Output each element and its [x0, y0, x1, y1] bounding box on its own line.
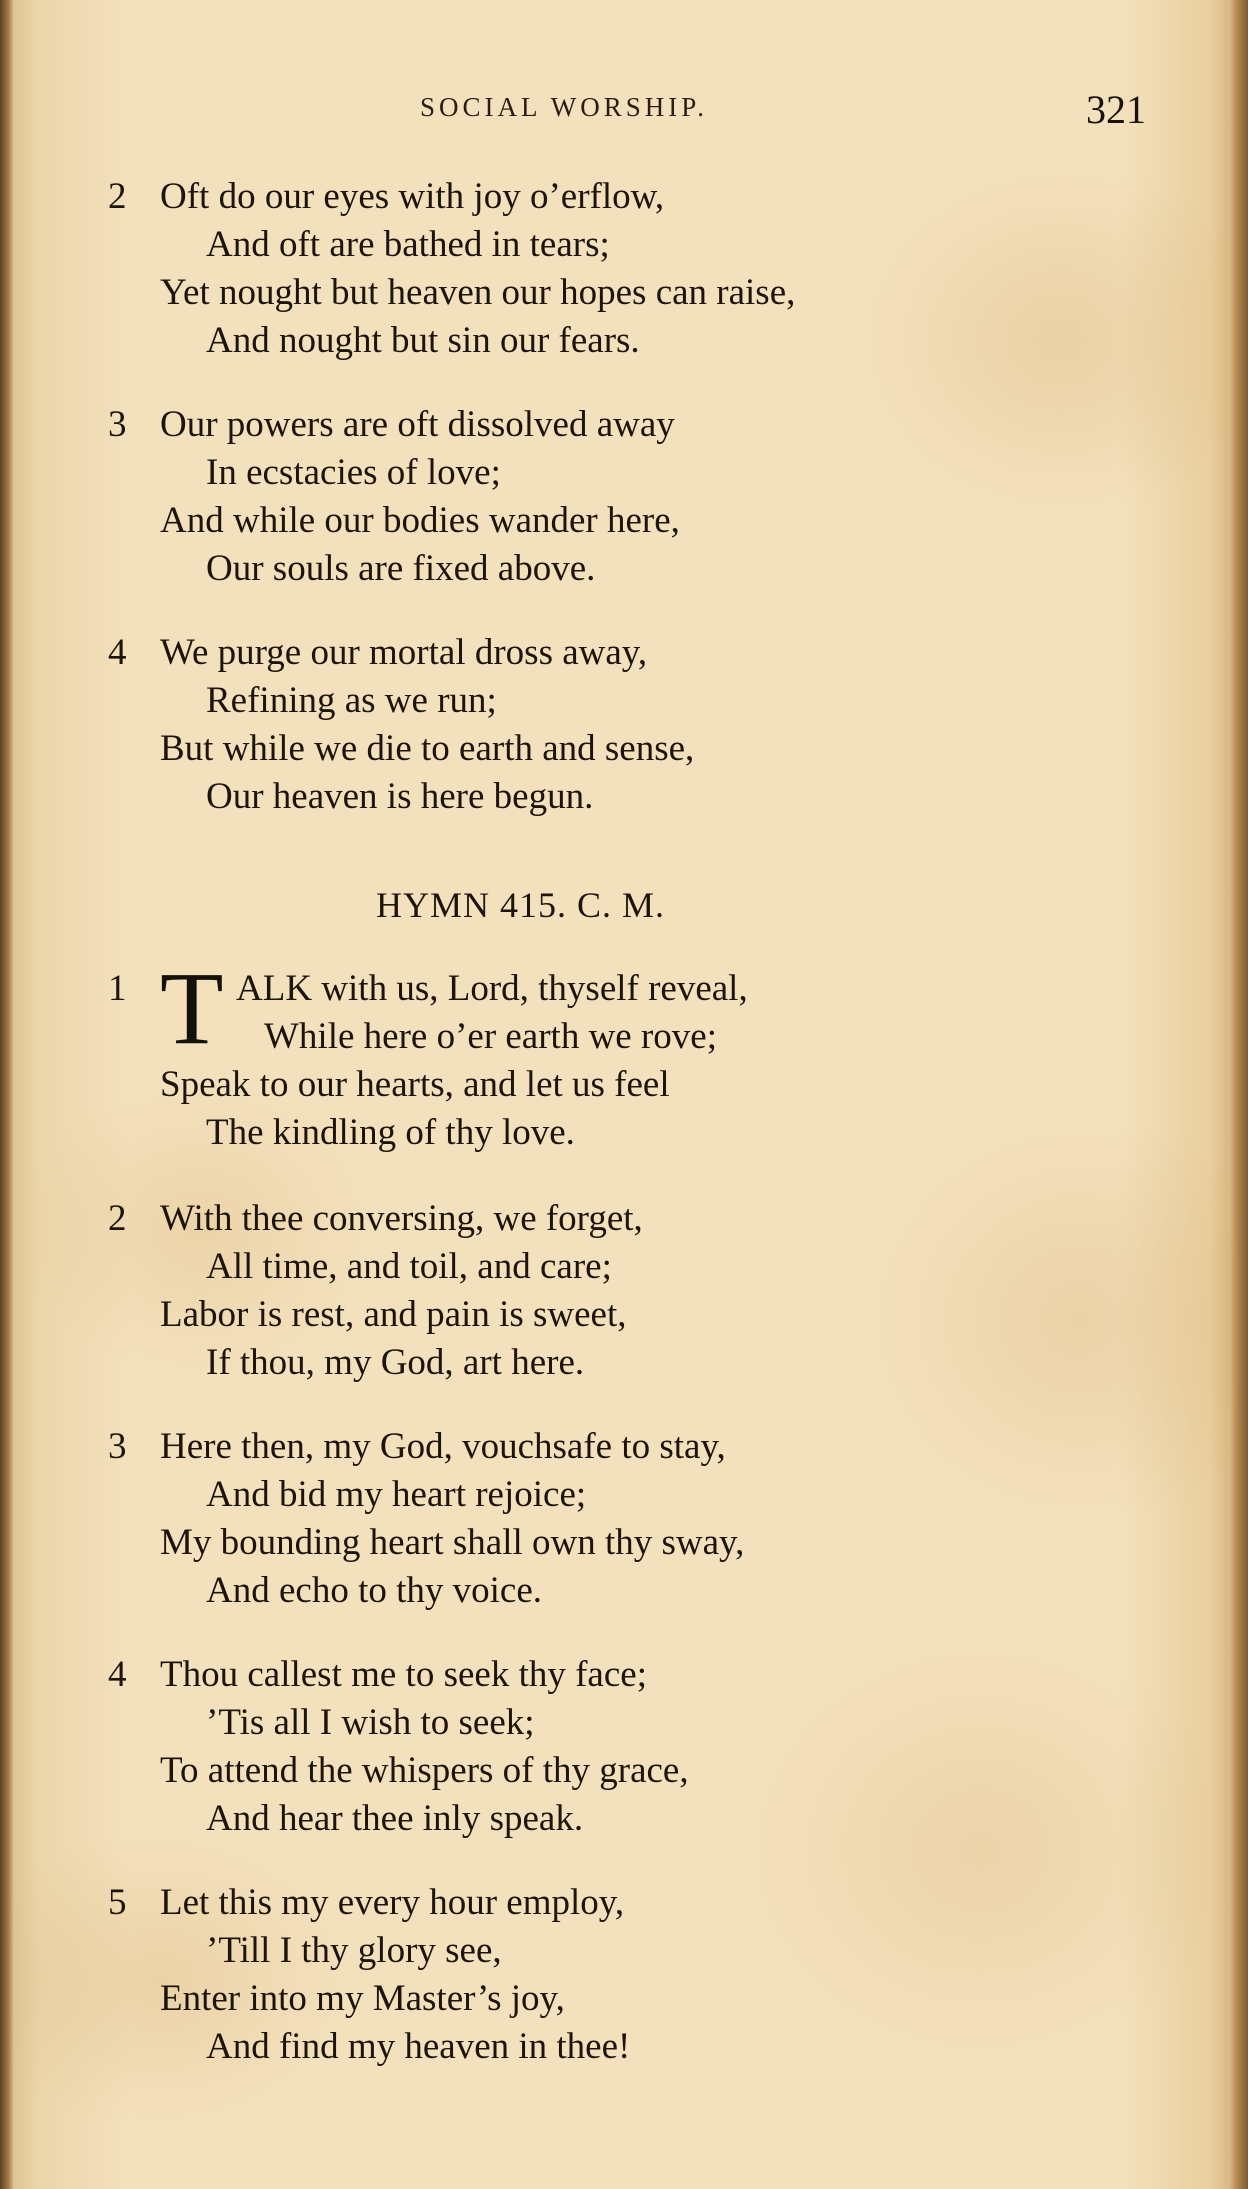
verse-line: Let this my every hour employ, [160, 1882, 625, 1923]
running-head: SOCIAL WORSHIP. [420, 92, 709, 122]
verse-line: To attend the whispers of thy grace, [160, 1750, 689, 1791]
verse-number: 2 [108, 176, 127, 217]
verse-number: 4 [108, 1654, 127, 1695]
verse-number: 4 [108, 632, 127, 673]
verse-line: My bounding heart shall own thy sway, [160, 1522, 745, 1563]
verse-line: In ecstacies of love; [206, 452, 501, 493]
verse-line: Our heaven is here begun. [206, 776, 594, 817]
verse-line: ’Tis all I wish to seek; [206, 1702, 535, 1743]
verse-line: And bid my heart rejoice; [206, 1474, 587, 1515]
verse-number: 3 [108, 404, 127, 445]
verse-line: Oft do our eyes with joy o’erflow, [160, 176, 665, 217]
verse-line: Thou callest me to seek thy face; [160, 1654, 647, 1695]
verse-line: With thee conversing, we forget, [160, 1198, 643, 1239]
verse-number: 5 [108, 1882, 127, 1923]
verse-line: And nought but sin our fears. [206, 320, 640, 361]
verse-line: Yet nought but heaven our hopes can raise, [160, 272, 796, 313]
verse-line: And oft are bathed in tears; [206, 224, 610, 265]
verse-line: Speak to our hearts, and let us feel [160, 1064, 670, 1105]
verse-line: Here then, my God, vouchsafe to stay, [160, 1426, 726, 1467]
verse-line: And hear thee inly speak. [206, 1798, 584, 1839]
verse-line: We purge our mortal dross away, [160, 632, 648, 673]
verse-line: And echo to thy voice. [206, 1570, 542, 1611]
verse-number: 2 [108, 1198, 127, 1239]
verse-line: While here o’er earth we rove; [264, 1016, 717, 1057]
verse-line: And while our bodies wander here, [160, 500, 680, 541]
verse-line: Enter into my Master’s joy, [160, 1978, 565, 2019]
verse-line: All time, and toil, and care; [206, 1246, 612, 1287]
page-left-edge [0, 0, 14, 2189]
verse-line: But while we die to earth and sense, [160, 728, 695, 769]
verse-number: 1 [108, 968, 127, 1009]
verse-line: Our powers are oft dissolved away [160, 404, 675, 445]
page-right-edge [1230, 0, 1248, 2189]
verse-line: Our souls are fixed above. [206, 548, 596, 589]
verse-line: ALK with us, Lord, thyself reveal, [236, 968, 748, 1009]
hymn-title: HYMN 415. C. M. [376, 885, 666, 925]
verse-line: The kindling of thy love. [206, 1112, 575, 1153]
verse-line: If thou, my God, art here. [206, 1342, 585, 1383]
page-header [0, 86, 1248, 136]
verse-line: ’Till I thy glory see, [206, 1930, 502, 1971]
drop-cap: T [160, 951, 224, 1066]
verse-line: Labor is rest, and pain is sweet, [160, 1294, 627, 1335]
verse-line: Refining as we run; [206, 680, 497, 721]
verse-number: 3 [108, 1426, 127, 1467]
page-number: 321 [1086, 87, 1146, 132]
verse-line: And find my heaven in thee! [206, 2026, 631, 2067]
